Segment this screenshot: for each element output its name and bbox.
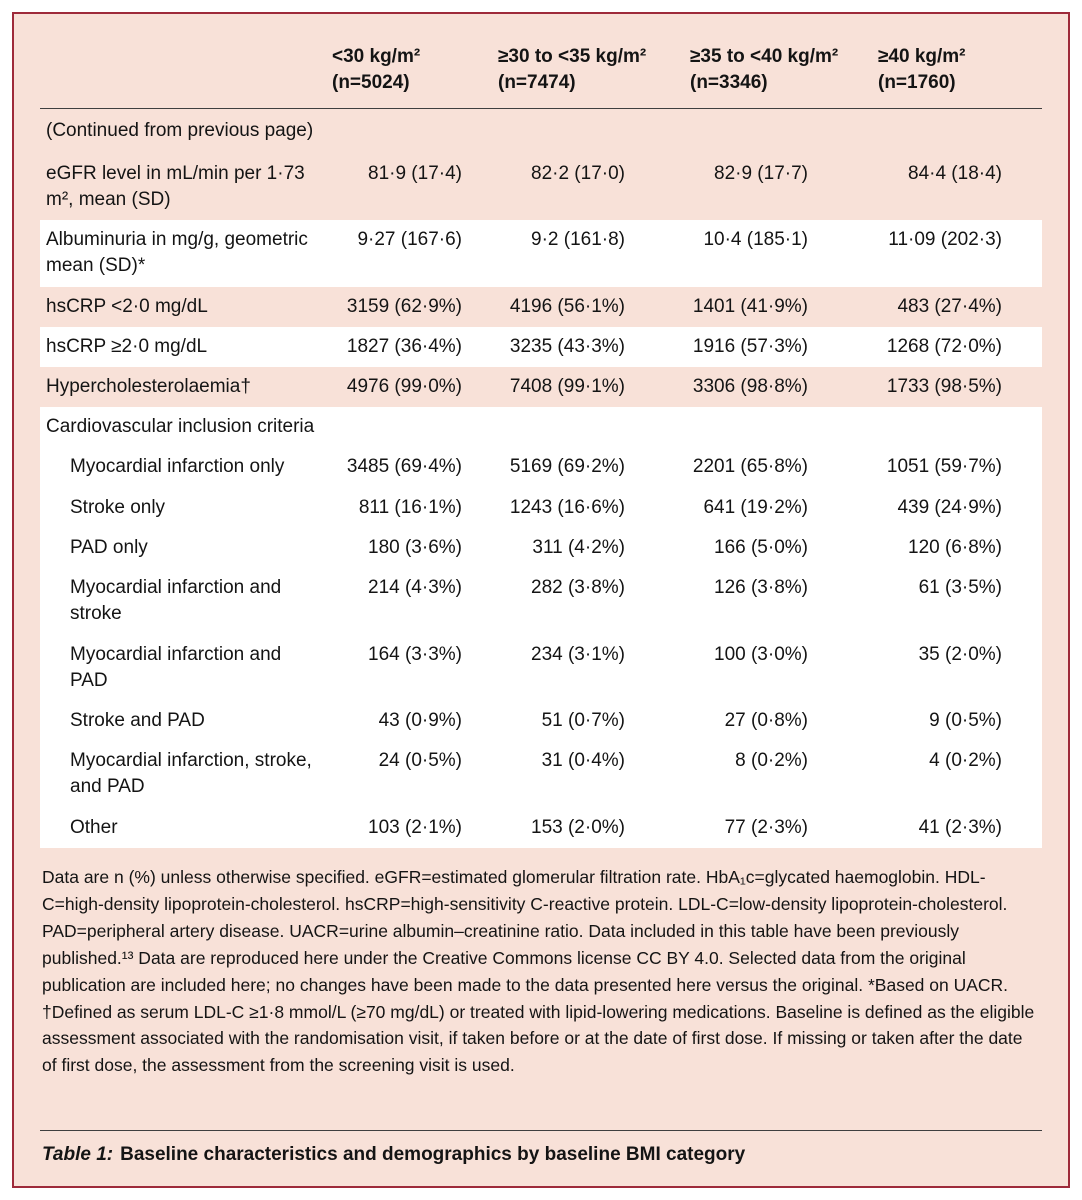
column-header-n: (n=5024) (332, 72, 410, 94)
column-header-range: ≥40 kg/m² (878, 46, 966, 67)
cell-value: 9 (0·5%) (929, 709, 1002, 731)
cell-value: 120 (6·8%) (908, 536, 1002, 558)
cell-value: 1243 (16·6%) (509, 496, 625, 518)
table-row-egfr (40, 154, 1042, 220)
cell-value: 61 (3·5%) (918, 577, 1002, 599)
column-header-range: ≥30 to <35 kg/m² (498, 46, 647, 67)
cell-value: 82·9 (17·7) (714, 162, 808, 184)
row-label: Myocardial infarction, stroke, and PAD (70, 750, 312, 798)
cell-value: 811 (16·1%) (358, 496, 462, 518)
cell-value: 214 (4·3%) (368, 577, 462, 599)
cell-value: 8 (0·2%) (735, 750, 808, 772)
table-row-mi-only (40, 447, 1042, 487)
row-label: PAD only (70, 536, 148, 558)
table-row-mi-and-pad (40, 635, 1042, 701)
cell-value: 77 (2·3%) (724, 816, 808, 838)
row-label: Myocardial infarction only (70, 456, 285, 478)
cell-value: 41 (2·3%) (918, 816, 1002, 838)
cell-value: 9·2 (161·8) (531, 229, 625, 251)
cell-value: 1827 (36·4%) (346, 335, 462, 357)
cell-value: 1733 (98·5%) (886, 375, 1002, 397)
cell-value: 3235 (43·3%) (509, 335, 625, 357)
cell-value: 641 (19·2%) (703, 496, 808, 518)
table-header-row (40, 28, 1042, 109)
column-header-range: <30 kg/m² (332, 46, 421, 67)
row-label: Stroke only (70, 496, 166, 518)
cell-value: 483 (27·4%) (897, 295, 1002, 317)
cell-value: 234 (3·1%) (531, 643, 625, 665)
cell-value: 1268 (72·0%) (886, 335, 1002, 357)
cell-value: 166 (5·0%) (714, 536, 808, 558)
cell-value: 311 (4·2%) (532, 536, 625, 558)
column-header-bmi-under-30 (330, 28, 496, 109)
table-row-other (40, 808, 1042, 848)
cell-value: 1051 (59·7%) (886, 456, 1002, 478)
cell-value: 126 (3·8%) (714, 577, 808, 599)
table-row-mi-and-stroke (40, 568, 1042, 634)
cell-value: 5169 (69·2%) (509, 456, 625, 478)
column-header-n: (n=3346) (690, 72, 768, 94)
continued-note-row (40, 109, 1042, 154)
cell-value: 7408 (99·1%) (509, 375, 625, 397)
cell-value: 81·9 (17·4) (368, 162, 462, 184)
row-label: hsCRP <2·0 mg/dL (46, 295, 208, 317)
row-label: Other (70, 816, 118, 838)
section-header-label: Cardiovascular inclusion criteria (46, 416, 315, 438)
cell-value: 24 (0·5%) (378, 750, 462, 772)
cell-value: 3306 (98·8%) (692, 375, 808, 397)
row-label: Albuminuria in mg/g, geometric mean (SD)* (46, 229, 308, 277)
cell-value: 31 (0·4%) (541, 750, 625, 772)
column-header-n: (n=1760) (878, 72, 956, 94)
cell-value: 27 (0·8%) (724, 709, 808, 731)
cell-value: 84·4 (18·4) (908, 162, 1002, 184)
cell-value: 2201 (65·8%) (692, 456, 808, 478)
table-row-mi-stroke-pad (40, 741, 1042, 807)
table-row-stroke-only (40, 488, 1042, 528)
row-label: hsCRP ≥2·0 mg/dL (46, 335, 208, 357)
header-empty-cell (40, 28, 330, 109)
table-caption (40, 1130, 1042, 1170)
baseline-characteristics-table (40, 28, 1042, 848)
row-label: Myocardial infarction and PAD (70, 643, 282, 691)
column-header-n: (n=7474) (498, 72, 576, 94)
column-header-bmi-40-plus (876, 28, 1042, 109)
cell-value: 439 (24·9%) (897, 496, 1002, 518)
cell-value: 51 (0·7%) (541, 709, 625, 731)
column-header-bmi-35-40 (688, 28, 876, 109)
cell-value: 43 (0·9%) (378, 709, 462, 731)
cell-value: 100 (3·0%) (714, 643, 808, 665)
table-panel (12, 12, 1070, 1188)
cell-value: 103 (2·1%) (368, 816, 462, 838)
cell-value: 282 (3·8%) (531, 577, 625, 599)
cell-value: 1401 (41·9%) (692, 295, 808, 317)
cell-value: 3485 (69·4%) (346, 456, 462, 478)
table-row-pad-only (40, 528, 1042, 568)
table-footnote: Data are n (%) unless otherwise specified. eGFR=estimated glomerular filtration rate. HbA₁c=glycated haemoglobin. HDL-C=high-density lipoprotein-cholesterol. hsCRP=high-sensitivity C-reactive protein. LDL-C=low-density lipoprotein-cholesterol. PAD=peripheral artery disease. UACR=urine albumin–creatinine ratio. Data included in this table have been previously published.¹³ Data are reproduced here under the Creative Commons license CC BY 4.0. Selected data from the original publication are included here; no changes have been made to the data presented here versus the original. *Based on UACR. †Defined as serum LDL-C ≥1·8 mmol/L (≥70 mg/dL) or treated with lipid-lowering medications. Baseline is defined as the eligible assessment associated with the randomisation visit, if taken before or at the date of first dose. If missing or taken after the date of first dose, the assessment from the screening visit is used. (42, 866, 1035, 1076)
row-label: Stroke and PAD (70, 709, 205, 731)
cell-value: 11·09 (202·3) (888, 229, 1002, 251)
row-label: eGFR level in mL/min per 1·73 m², mean (SD) (46, 162, 305, 210)
table-row-hscrp-high (40, 327, 1042, 367)
cell-value: 153 (2·0%) (531, 816, 625, 838)
cell-value: 4976 (99·0%) (346, 375, 462, 397)
table-row-albuminuria (40, 220, 1042, 286)
section-header-row-cardiovascular (40, 407, 1042, 447)
table-row-hscrp-low (40, 287, 1042, 327)
continued-note: (Continued from previous page) (46, 120, 314, 142)
cell-value: 1916 (57·3%) (692, 335, 808, 357)
cell-value: 4196 (56·1%) (509, 295, 625, 317)
table-row-hypercholesterolaemia (40, 367, 1042, 407)
column-header-range: ≥35 to <40 kg/m² (690, 46, 839, 67)
cell-value: 82·2 (17·0) (531, 162, 625, 184)
cell-value: 9·27 (167·6) (357, 229, 462, 251)
cell-value: 164 (3·3%) (368, 643, 462, 665)
table-caption-title: Baseline characteristics and demographics by baseline BMI category (120, 1144, 746, 1165)
cell-value: 10·4 (185·1) (703, 229, 808, 251)
row-label: Myocardial infarction and stroke (70, 577, 282, 625)
row-label: Hypercholesterolaemia† (46, 375, 251, 397)
table-row-stroke-and-pad (40, 701, 1042, 741)
cell-value: 4 (0·2%) (929, 750, 1002, 772)
table-caption-label: Table 1: (42, 1144, 114, 1165)
cell-value: 3159 (62·9%) (346, 295, 462, 317)
column-header-bmi-30-35 (496, 28, 688, 109)
cell-value: 180 (3·6%) (368, 536, 462, 558)
cell-value: 35 (2·0%) (918, 643, 1002, 665)
